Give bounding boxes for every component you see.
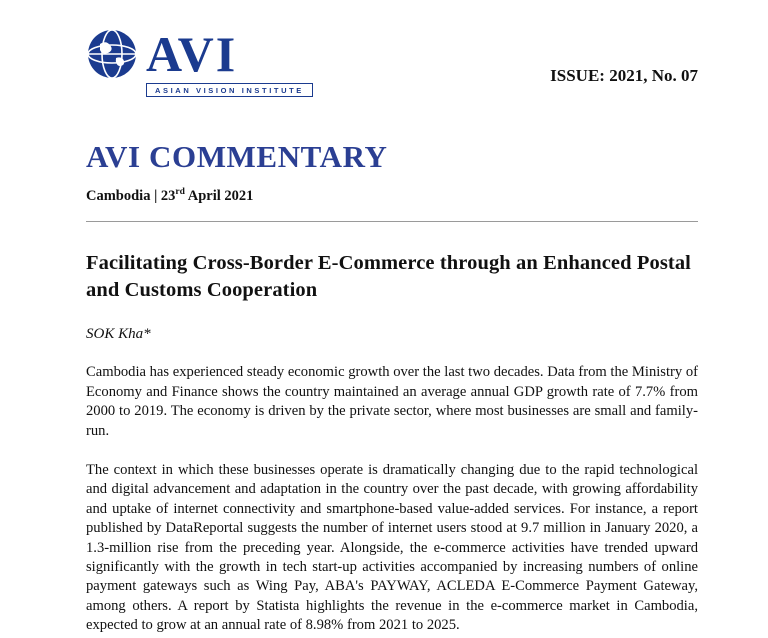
- masthead: [86, 22, 698, 97]
- article-title: Facilitating Cross-Border E-Commerce through an Enhanced Postal and Customs Cooperation: [86, 251, 691, 302]
- article-author: SOK Kha*: [86, 326, 151, 343]
- dateline-location: Cambodia | 23: [86, 187, 176, 204]
- logo-subtitle: ASIAN VISION INSTITUTE: [146, 83, 313, 97]
- dateline-month-year: April 2021: [184, 187, 254, 204]
- article: [86, 250, 698, 636]
- article-paragraph: The context in which these businesses operate is dramatically changing due to the rapid technological and digital advancement and adaptation in the country over the past decade, with growing affordability and uptake of internet connectivity and smartphone-based value-added services. For instance, a report published by DataReportal suggests the number of internet users stood at 9.7 million in January 2020, a 1.3-million rise from the preceding year. Alongside, the e-commerce activities have trended upward significantly with the growth in tech start-up activities accompanied by increasing numbers of online payment gateways such as Wing Pay, ABA's PAYWAY, ACLEDA E-Commerce Payment Gateway, among others. A report by Statista highlights the revenue in the e-commerce market in Cambodia, expected to grow at an annual rate of 8.98% from 2021 to 2025.: [86, 461, 698, 634]
- issue-number: ISSUE: 2021, No. 07: [550, 66, 698, 85]
- globe-icon: [86, 28, 138, 80]
- header-divider: [86, 221, 698, 222]
- dateline-ordinal: rd: [175, 187, 185, 197]
- article-paragraph: Cambodia has experienced steady economic growth over the last two decades. Data from the Ministry of Economy and Finance shows the country maintained an average annual GDP growth rate of 7.7% from 2000 to 2019. The economy is driven by the private sector, where most businesses are small and family-run.: [86, 364, 698, 439]
- logo-block: [86, 22, 313, 97]
- logo-row: [86, 28, 237, 80]
- logo-wordmark: AVI: [146, 26, 238, 82]
- commentary-title: AVI COMMENTARY: [86, 139, 388, 174]
- dateline: [86, 187, 698, 205]
